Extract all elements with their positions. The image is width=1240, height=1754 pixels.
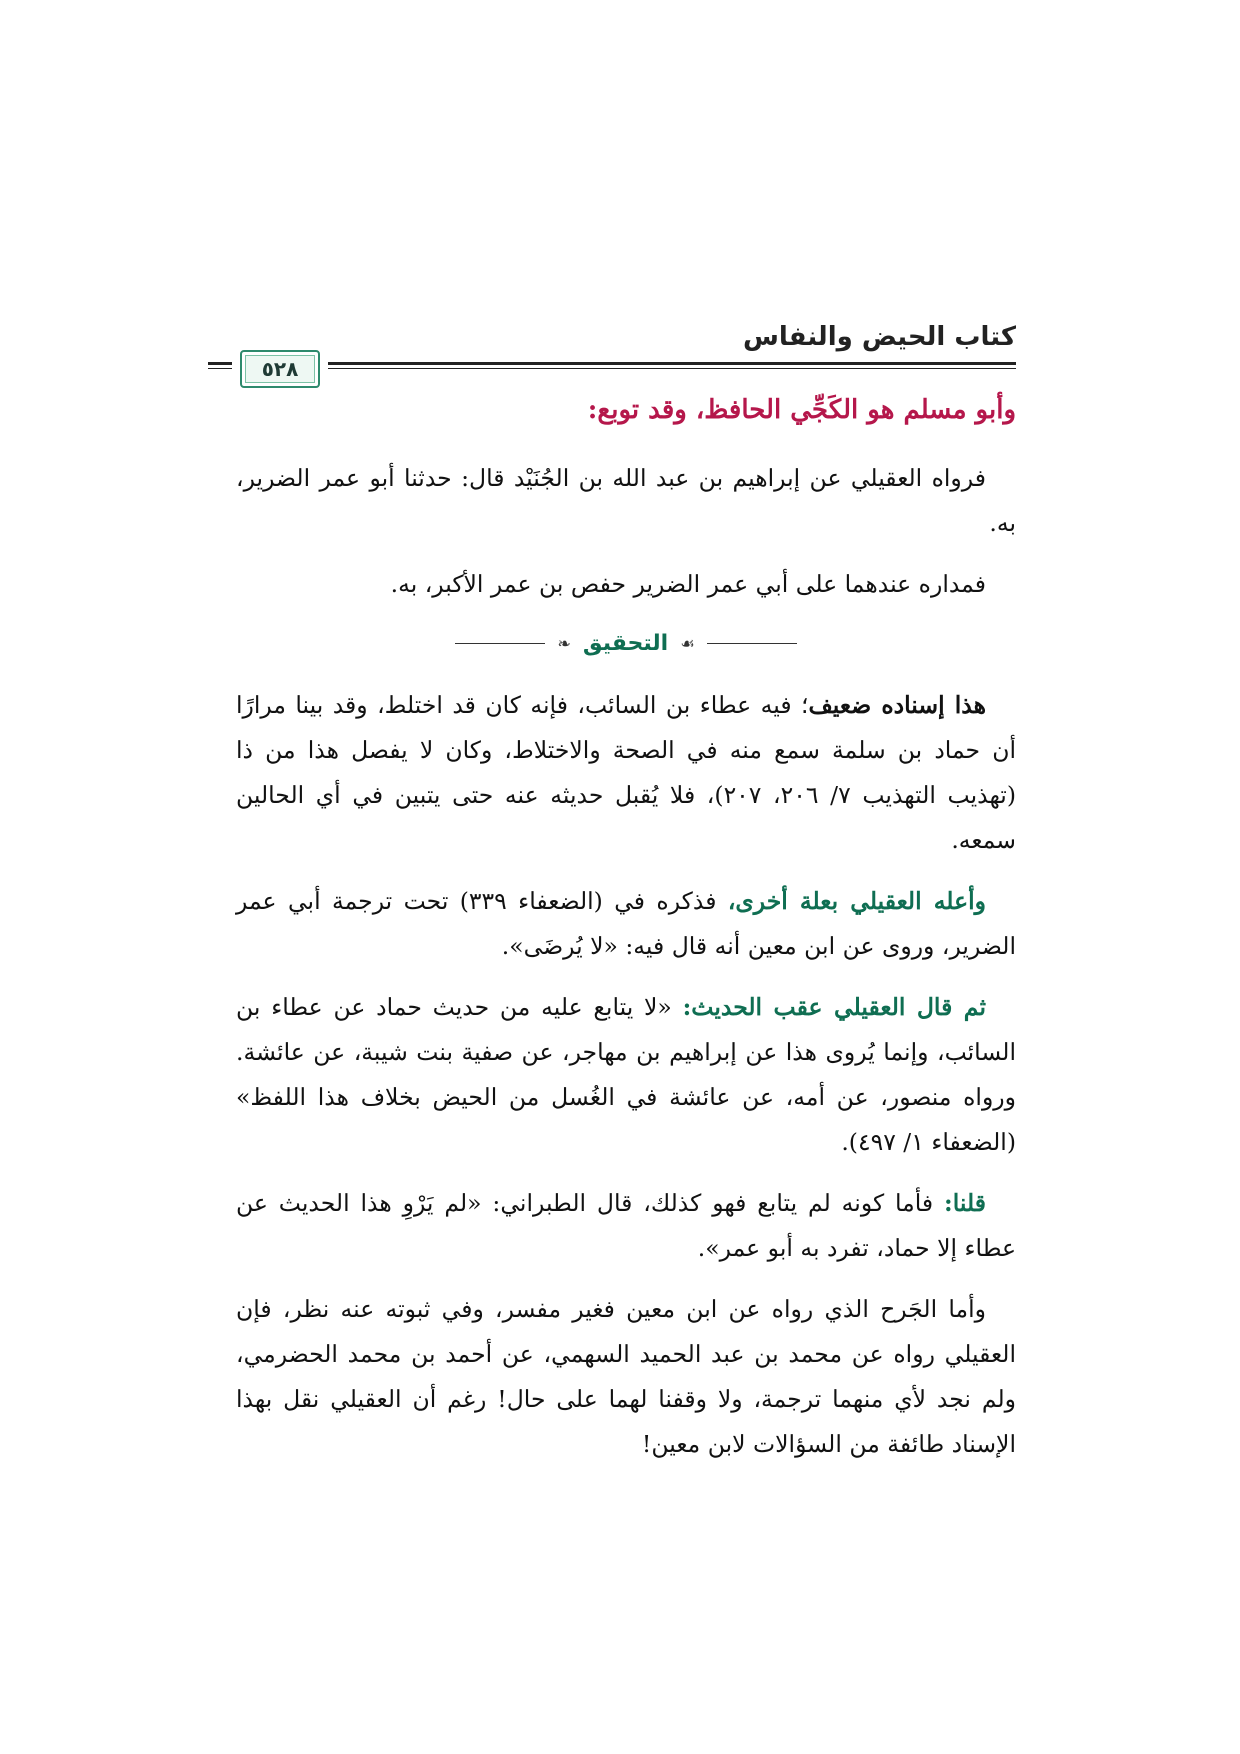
page-header bbox=[236, 300, 1016, 390]
paragraph-3-text: ؛ فيه عطاء بن السائب، فإنه كان قد اختلط، وقد بينا مرارًا أن حماد بن سلمة سمع منه في الصحة والاختلاط، وكان لا يفصل هذا من ذا (تهذيب التهذيب ٧/ ٢٠٦، ٢٠٧)، فلا يُقبل حديثه عنه حتى يتبين في أي الحالين سمعه. bbox=[236, 691, 1017, 854]
header-rule-thick bbox=[328, 362, 1016, 365]
paragraph-6 bbox=[236, 1181, 1016, 1271]
book-page bbox=[236, 300, 1016, 1483]
paragraph-5-lead: ثم قال العقيلي عقب الحديث: bbox=[682, 993, 986, 1021]
page-number: ٥٢٨ bbox=[261, 357, 299, 381]
ornament-icon: ☙ bbox=[680, 633, 695, 653]
paragraph-4 bbox=[236, 879, 1016, 969]
paragraph-4-lead: وأعله العقيلي بعلة أخرى، bbox=[727, 887, 986, 915]
paragraph-2: فمداره عندهما على أبي عمر الضرير حفص بن عمر الأكبر، به. bbox=[390, 570, 986, 598]
paragraph-7: وأما الجَرح الذي رواه عن ابن معين فغير مفسر، وفي ثبوته عنه نظر، فإن العقيلي رواه عن محمد بن عبد الحميد السهمي، عن أحمد بن محمد الحضرمي، ولم نجد لأي منهما ترجمة، ولا وقفنا لهما على حال! رغم أن العقيلي نقل بهذا الإسناد طائفة من السؤالات لابن معين! bbox=[236, 1295, 1016, 1458]
header-rule-left-thin bbox=[208, 368, 232, 369]
header-rule-thin bbox=[328, 368, 1016, 369]
divider-line-left bbox=[707, 643, 797, 644]
header-rule-left-thick bbox=[208, 362, 232, 365]
page-number-badge bbox=[240, 350, 320, 388]
paragraph-5 bbox=[236, 985, 1016, 1165]
header-rule bbox=[208, 350, 1016, 382]
paragraph-6-text: فأما كونه لم يتابع فهو كذلك، قال الطبراني: «لم يَرْوِ هذا الحديث عن عطاء إلا حماد، تفرد به أبو عمر». bbox=[236, 1189, 1016, 1262]
running-book-title: كتاب الحيض والنفاس bbox=[742, 322, 1016, 352]
ornament-icon: ❧ bbox=[557, 633, 571, 653]
divider-line-right bbox=[455, 643, 545, 644]
paragraph-1: فرواه العقيلي عن إبراهيم بن عبد الله بن الجُنَيْد قال: حدثنا أبو عمر الضرير، به. bbox=[236, 464, 1016, 537]
paragraph-3 bbox=[236, 683, 1016, 863]
divider-title: التحقيق bbox=[582, 630, 669, 656]
paragraph-5-text: «لا يتابع عليه من حديث حماد عن عطاء بن السائب، وإنما يُروى هذا عن إبراهيم بن مهاجر، عن صفية بنت شيبة، عن عائشة. ورواه منصور، عن أمه، عن عائشة في الغُسل من الحيض بخلاف هذا اللفظ» (الضعفاء ١/ ٤٩٧). bbox=[236, 993, 1016, 1156]
section-divider bbox=[236, 623, 1016, 663]
section-heading: وأبو مسلم هو الكَجِّي الحافظ، وقد توبع: bbox=[587, 395, 1016, 425]
paragraph-6-lead: قلنا: bbox=[944, 1189, 986, 1217]
paragraph-4-text: فذكره في (الضعفاء ٣٣٩) تحت ترجمة أبي عمر الضرير، وروى عن ابن معين أنه قال فيه: «لا يُرضَى». bbox=[236, 887, 1016, 960]
paragraph-3-lead: هذا إسناده ضعيف bbox=[808, 691, 987, 719]
